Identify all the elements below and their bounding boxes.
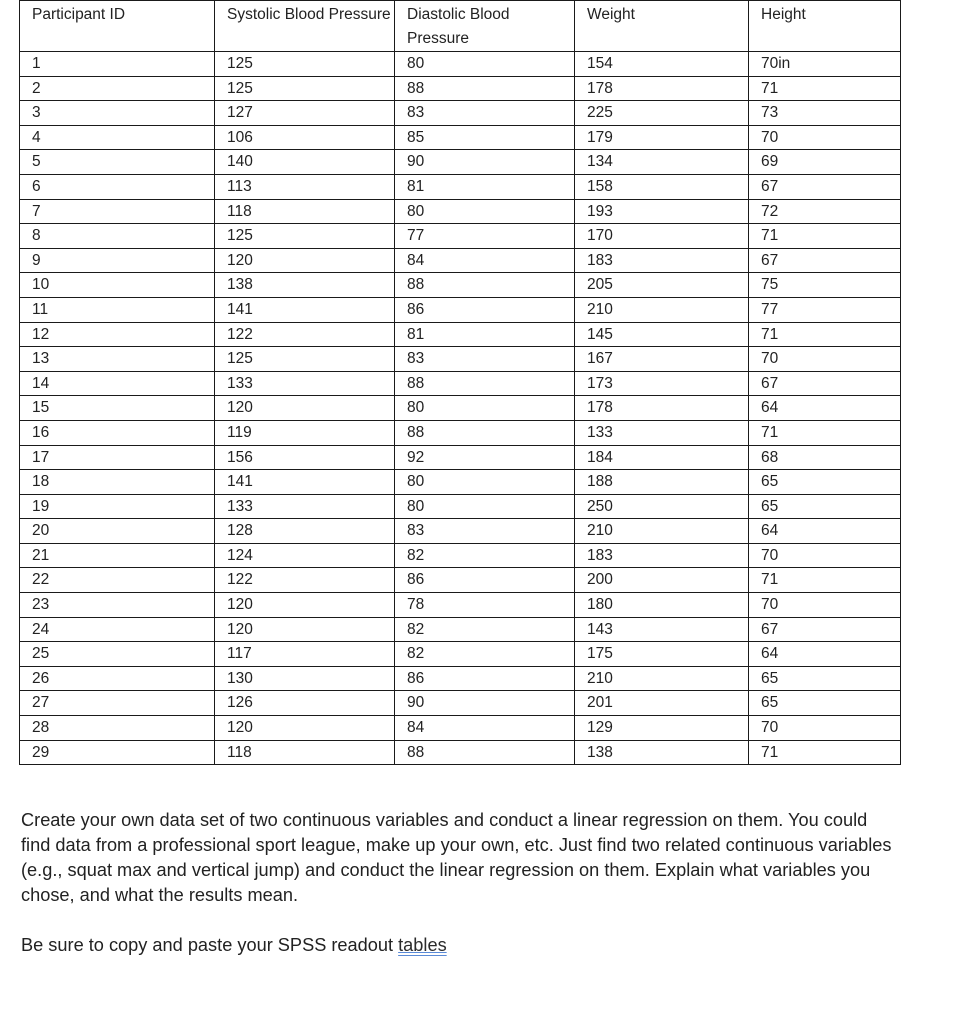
cell-weight: 200 [575, 568, 749, 593]
cell-systolic-bp: 141 [215, 297, 395, 322]
cell-diastolic-bp: 90 [395, 150, 575, 175]
cell-weight: 133 [575, 420, 749, 445]
cell-participant-id: 2 [20, 76, 215, 101]
cell-weight: 178 [575, 76, 749, 101]
header-systolic-blood-pressure: Systolic Blood Pressure [215, 1, 395, 52]
cell-diastolic-bp: 80 [395, 52, 575, 77]
cell-participant-id: 19 [20, 494, 215, 519]
cell-diastolic-bp: 82 [395, 617, 575, 642]
cell-systolic-bp: 130 [215, 666, 395, 691]
cell-systolic-bp: 122 [215, 322, 395, 347]
cell-weight: 179 [575, 125, 749, 150]
cell-height: 64 [749, 396, 901, 421]
cell-diastolic-bp: 84 [395, 716, 575, 741]
cell-height: 65 [749, 666, 901, 691]
cell-height: 70 [749, 125, 901, 150]
cell-height: 67 [749, 617, 901, 642]
cell-weight: 180 [575, 593, 749, 618]
table-row [20, 666, 901, 691]
cell-height: 67 [749, 174, 901, 199]
cell-diastolic-bp: 90 [395, 691, 575, 716]
cell-height: 65 [749, 470, 901, 495]
table-row [20, 199, 901, 224]
cell-weight: 183 [575, 248, 749, 273]
cell-weight: 138 [575, 740, 749, 765]
cell-weight: 143 [575, 617, 749, 642]
cell-diastolic-bp: 92 [395, 445, 575, 470]
cell-diastolic-bp: 78 [395, 593, 575, 618]
cell-weight: 250 [575, 494, 749, 519]
cell-participant-id: 13 [20, 347, 215, 372]
cell-systolic-bp: 126 [215, 691, 395, 716]
table-row [20, 740, 901, 765]
cell-systolic-bp: 113 [215, 174, 395, 199]
table-row [20, 297, 901, 322]
cell-weight: 154 [575, 52, 749, 77]
cell-systolic-bp: 120 [215, 617, 395, 642]
cell-participant-id: 10 [20, 273, 215, 298]
cell-height: 75 [749, 273, 901, 298]
table-row [20, 371, 901, 396]
cell-systolic-bp: 120 [215, 248, 395, 273]
cell-participant-id: 9 [20, 248, 215, 273]
table-row [20, 617, 901, 642]
cell-diastolic-bp: 86 [395, 297, 575, 322]
cell-systolic-bp: 125 [215, 347, 395, 372]
cell-diastolic-bp: 84 [395, 248, 575, 273]
table-row [20, 76, 901, 101]
table-row [20, 470, 901, 495]
table-row [20, 125, 901, 150]
cell-weight: 173 [575, 371, 749, 396]
header-row [20, 1, 901, 52]
cell-diastolic-bp: 83 [395, 519, 575, 544]
cell-participant-id: 8 [20, 224, 215, 249]
cell-height: 71 [749, 224, 901, 249]
cell-participant-id: 22 [20, 568, 215, 593]
table-row [20, 101, 901, 126]
cell-participant-id: 20 [20, 519, 215, 544]
header-weight: Weight [575, 1, 749, 52]
tables-link[interactable]: tables [398, 935, 447, 955]
cell-weight: 193 [575, 199, 749, 224]
table-body [20, 52, 901, 765]
table-row [20, 568, 901, 593]
cell-height: 72 [749, 199, 901, 224]
cell-height: 71 [749, 76, 901, 101]
cell-diastolic-bp: 80 [395, 470, 575, 495]
cell-diastolic-bp: 86 [395, 666, 575, 691]
cell-weight: 210 [575, 297, 749, 322]
cell-participant-id: 24 [20, 617, 215, 642]
cell-weight: 225 [575, 101, 749, 126]
cell-height: 70in [749, 52, 901, 77]
cell-weight: 129 [575, 716, 749, 741]
table-row [20, 494, 901, 519]
cell-diastolic-bp: 88 [395, 740, 575, 765]
cell-participant-id: 14 [20, 371, 215, 396]
table-row [20, 691, 901, 716]
cell-participant-id: 3 [20, 101, 215, 126]
cell-weight: 134 [575, 150, 749, 175]
table-row [20, 150, 901, 175]
cell-participant-id: 25 [20, 642, 215, 667]
cell-systolic-bp: 156 [215, 445, 395, 470]
cell-participant-id: 18 [20, 470, 215, 495]
table-row [20, 273, 901, 298]
cell-weight: 158 [575, 174, 749, 199]
cell-systolic-bp: 120 [215, 396, 395, 421]
cell-height: 70 [749, 716, 901, 741]
cell-height: 77 [749, 297, 901, 322]
table-header [20, 1, 901, 52]
instruction-text: Be sure to copy and paste your SPSS readout [21, 935, 399, 955]
cell-weight: 178 [575, 396, 749, 421]
cell-participant-id: 12 [20, 322, 215, 347]
cell-weight: 210 [575, 519, 749, 544]
cell-systolic-bp: 124 [215, 543, 395, 568]
cell-participant-id: 21 [20, 543, 215, 568]
header-participant-id: Participant ID [20, 1, 215, 52]
table-row [20, 52, 901, 77]
cell-diastolic-bp: 83 [395, 347, 575, 372]
cell-systolic-bp: 138 [215, 273, 395, 298]
cell-participant-id: 7 [20, 199, 215, 224]
cell-systolic-bp: 117 [215, 642, 395, 667]
table-row [20, 445, 901, 470]
cell-height: 65 [749, 494, 901, 519]
cell-participant-id: 11 [20, 297, 215, 322]
cell-height: 70 [749, 543, 901, 568]
cell-participant-id: 23 [20, 593, 215, 618]
prompt-paragraph: Create your own data set of two continuous variables and conduct a linear regression on them. You could find data from a professional sport league, make up your own, etc. Just find two related continuous variables (e.g., squat max and vertical jump) and conduct the linear regression on them. Explain what variables you chose, and what the results mean. [21, 810, 892, 905]
cell-weight: 201 [575, 691, 749, 716]
cell-height: 70 [749, 593, 901, 618]
cell-systolic-bp: 125 [215, 224, 395, 249]
table-row [20, 716, 901, 741]
cell-systolic-bp: 127 [215, 101, 395, 126]
cell-weight: 184 [575, 445, 749, 470]
cell-systolic-bp: 122 [215, 568, 395, 593]
cell-weight: 210 [575, 666, 749, 691]
cell-participant-id: 26 [20, 666, 215, 691]
cell-diastolic-bp: 80 [395, 199, 575, 224]
cell-height: 71 [749, 420, 901, 445]
cell-diastolic-bp: 82 [395, 642, 575, 667]
cell-diastolic-bp: 82 [395, 543, 575, 568]
cell-diastolic-bp: 85 [395, 125, 575, 150]
prompt-instruction [21, 933, 901, 958]
table-row [20, 420, 901, 445]
cell-weight: 183 [575, 543, 749, 568]
cell-participant-id: 6 [20, 174, 215, 199]
cell-weight: 175 [575, 642, 749, 667]
cell-diastolic-bp: 83 [395, 101, 575, 126]
cell-participant-id: 1 [20, 52, 215, 77]
cell-participant-id: 28 [20, 716, 215, 741]
cell-participant-id: 5 [20, 150, 215, 175]
cell-systolic-bp: 120 [215, 593, 395, 618]
table-row [20, 543, 901, 568]
cell-height: 71 [749, 322, 901, 347]
cell-diastolic-bp: 81 [395, 322, 575, 347]
cell-systolic-bp: 133 [215, 494, 395, 519]
cell-diastolic-bp: 88 [395, 76, 575, 101]
cell-height: 73 [749, 101, 901, 126]
cell-height: 67 [749, 371, 901, 396]
table-row [20, 174, 901, 199]
cell-diastolic-bp: 88 [395, 371, 575, 396]
cell-diastolic-bp: 80 [395, 396, 575, 421]
data-table [19, 0, 901, 765]
cell-systolic-bp: 118 [215, 199, 395, 224]
cell-weight: 188 [575, 470, 749, 495]
cell-systolic-bp: 125 [215, 52, 395, 77]
cell-weight: 145 [575, 322, 749, 347]
cell-height: 71 [749, 568, 901, 593]
cell-systolic-bp: 118 [215, 740, 395, 765]
cell-height: 67 [749, 248, 901, 273]
cell-participant-id: 17 [20, 445, 215, 470]
cell-height: 68 [749, 445, 901, 470]
cell-weight: 205 [575, 273, 749, 298]
cell-weight: 167 [575, 347, 749, 372]
cell-diastolic-bp: 80 [395, 494, 575, 519]
cell-diastolic-bp: 77 [395, 224, 575, 249]
header-height: Height [749, 1, 901, 52]
table-row [20, 396, 901, 421]
table-row [20, 642, 901, 667]
cell-weight: 170 [575, 224, 749, 249]
cell-participant-id: 16 [20, 420, 215, 445]
table-row [20, 248, 901, 273]
table-row [20, 593, 901, 618]
assignment-prompt [21, 808, 901, 958]
cell-systolic-bp: 140 [215, 150, 395, 175]
cell-participant-id: 29 [20, 740, 215, 765]
cell-participant-id: 15 [20, 396, 215, 421]
cell-height: 64 [749, 642, 901, 667]
cell-systolic-bp: 119 [215, 420, 395, 445]
table-row [20, 519, 901, 544]
cell-diastolic-bp: 88 [395, 420, 575, 445]
cell-height: 65 [749, 691, 901, 716]
cell-systolic-bp: 120 [215, 716, 395, 741]
cell-systolic-bp: 106 [215, 125, 395, 150]
cell-height: 69 [749, 150, 901, 175]
cell-systolic-bp: 128 [215, 519, 395, 544]
cell-height: 64 [749, 519, 901, 544]
cell-height: 71 [749, 740, 901, 765]
cell-systolic-bp: 133 [215, 371, 395, 396]
table-row [20, 322, 901, 347]
cell-diastolic-bp: 86 [395, 568, 575, 593]
table-row [20, 224, 901, 249]
cell-systolic-bp: 125 [215, 76, 395, 101]
table-row [20, 347, 901, 372]
cell-diastolic-bp: 88 [395, 273, 575, 298]
cell-systolic-bp: 141 [215, 470, 395, 495]
cell-diastolic-bp: 81 [395, 174, 575, 199]
cell-height: 70 [749, 347, 901, 372]
header-diastolic-blood-pressure: Diastolic Blood Pressure [395, 1, 575, 52]
cell-participant-id: 4 [20, 125, 215, 150]
cell-participant-id: 27 [20, 691, 215, 716]
